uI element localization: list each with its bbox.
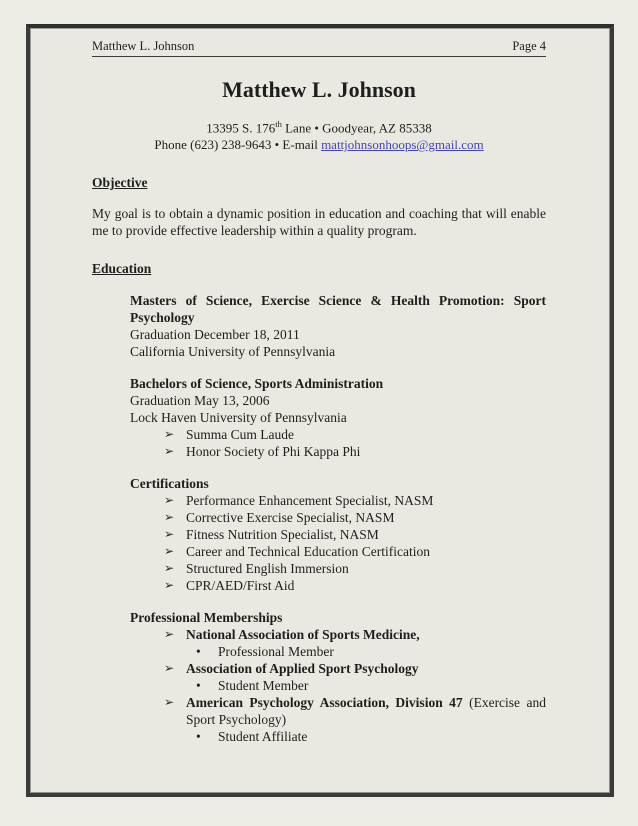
certification-item	[164, 509, 546, 526]
certifications-heading: Certifications	[130, 476, 209, 492]
membership-item	[164, 694, 546, 728]
arrow-bullet-icon: ➢	[164, 510, 175, 525]
certification-item	[164, 577, 546, 594]
degree-masters	[130, 292, 546, 360]
membership-item	[164, 626, 546, 643]
certification-text: Corrective Exercise Specialist, NASM	[186, 510, 395, 526]
certification-text: Career and Technical Education Certification	[186, 544, 430, 560]
honor-item	[164, 426, 546, 443]
running-header-name: Matthew L. Johnson	[92, 39, 195, 53]
running-header	[92, 39, 546, 57]
membership-role: Professional Member	[218, 644, 334, 660]
membership-role-item	[196, 677, 546, 694]
honor-text: Honor Society of Phi Kappa Phi	[186, 444, 361, 460]
address-city: Lane • Goodyear, AZ 85338	[281, 120, 432, 136]
membership-org: National Association of Sports Medicine,	[186, 627, 420, 643]
certification-text: CPR/AED/First Aid	[186, 578, 295, 594]
honor-item	[164, 443, 546, 460]
membership-role-item	[196, 728, 546, 745]
membership-role: Student Affiliate	[218, 729, 308, 745]
memberships-heading: Professional Memberships	[130, 610, 283, 626]
membership-role-item	[196, 643, 546, 660]
page-number: Page 4	[512, 39, 546, 53]
membership-org-note: (Exercise and Sport Psychology)	[186, 695, 546, 728]
resume-title: Matthew L. Johnson	[222, 77, 416, 102]
objective-text: My goal is to obtain a dynamic position in education and coaching that will enable me to provide effective leadership within a quality program.	[92, 206, 546, 239]
phone-email-line	[92, 136, 546, 153]
degree-school: Lock Haven University of Pennsylvania	[130, 410, 347, 426]
certification-text: Structured English Immersion	[186, 561, 349, 577]
membership-role: Student Member	[218, 678, 309, 694]
membership-org: American Psychology Association, Division 47	[186, 695, 463, 711]
membership-item	[164, 660, 546, 677]
dot-bullet-icon: •	[196, 729, 201, 745]
arrow-bullet-icon: ➢	[164, 561, 175, 576]
phone-label: Phone (623) 238-9643 • E-mail	[154, 137, 322, 153]
arrow-bullet-icon: ➢	[164, 527, 175, 542]
dot-bullet-icon: •	[196, 644, 201, 660]
membership-org: Association of Applied Sport Psychology	[186, 661, 419, 677]
certification-text: Fitness Nutrition Specialist, NASM	[186, 527, 379, 543]
certification-item	[164, 560, 546, 577]
arrow-bullet-icon: ➢	[164, 493, 175, 508]
arrow-bullet-icon: ➢	[164, 578, 175, 593]
arrow-bullet-icon: ➢	[164, 627, 175, 642]
degree-title: Bachelors of Science, Sports Administration	[130, 376, 384, 392]
objective-heading: Objective	[92, 175, 148, 191]
arrow-bullet-icon: ➢	[164, 544, 175, 559]
contact-block	[92, 116, 546, 153]
honor-text: Summa Cum Laude	[186, 427, 294, 443]
certification-item	[164, 543, 546, 560]
address-line	[92, 116, 546, 136]
degree-graduation: Graduation May 13, 2006	[130, 393, 270, 409]
address-street: 13395 S. 176	[206, 120, 276, 136]
arrow-bullet-icon: ➢	[164, 661, 175, 676]
address-ordinal-suffix: th	[275, 119, 282, 129]
dot-bullet-icon: •	[196, 678, 201, 694]
degree-school: California University of Pennsylvania	[130, 344, 336, 360]
arrow-bullet-icon: ➢	[164, 444, 175, 459]
arrow-bullet-icon: ➢	[164, 427, 175, 442]
degree-graduation: Graduation December 18, 2011	[130, 327, 300, 343]
certification-item	[164, 526, 546, 543]
certification-text: Performance Enhancement Specialist, NASM	[186, 493, 434, 509]
email-link[interactable]: mattjohnsonhoops@gmail.com	[321, 137, 484, 153]
education-heading: Education	[92, 261, 152, 277]
arrow-bullet-icon: ➢	[164, 695, 175, 710]
certification-item	[164, 492, 546, 509]
resume-page	[26, 24, 614, 797]
degree-bachelors	[130, 375, 546, 460]
degree-title: Masters of Science, Exercise Science & Health Promotion: Sport Psychology	[130, 293, 546, 326]
